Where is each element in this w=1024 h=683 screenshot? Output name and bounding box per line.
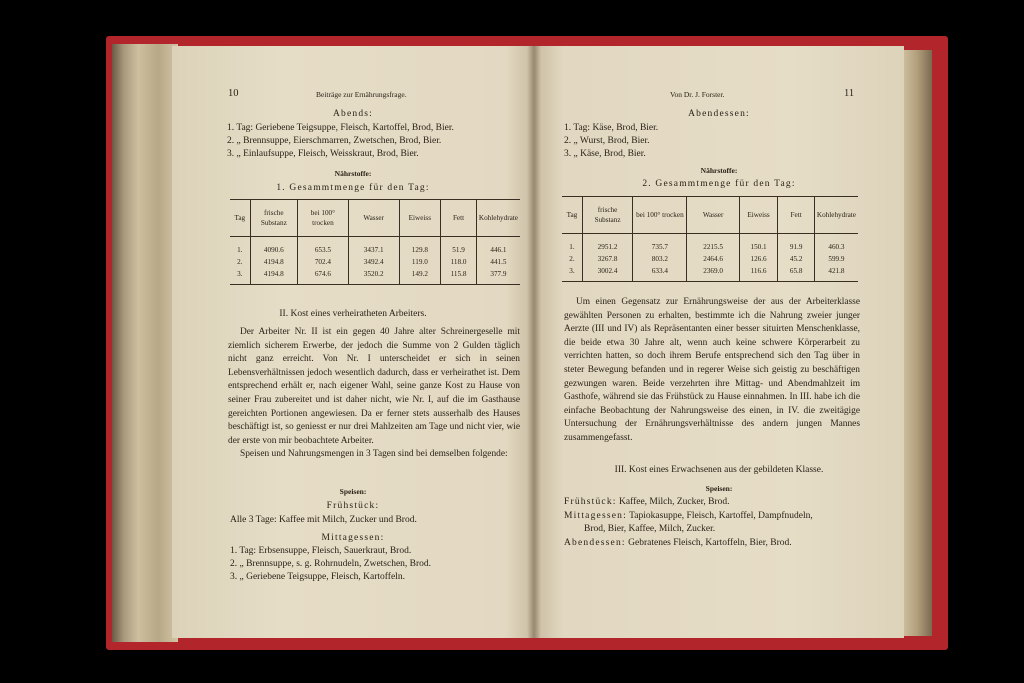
table-cell: 3. bbox=[562, 265, 582, 282]
table-cell: 441.5 bbox=[476, 256, 520, 268]
mittag-title: Mittagessen: bbox=[321, 533, 385, 543]
table-cell: 116.6 bbox=[739, 265, 778, 282]
table-cell: 633.4 bbox=[633, 265, 687, 282]
left-paragraph-2: Speisen und Nahrungsmengen in 3 Tagen sind bei demselben folgende: bbox=[240, 449, 508, 460]
meal-label: Abendessen: bbox=[564, 538, 626, 548]
table-cell: 115.8 bbox=[441, 268, 477, 285]
table-cell: 377.9 bbox=[476, 268, 520, 285]
table-header-row bbox=[562, 197, 858, 234]
meal-line-mittagessen-cont bbox=[584, 523, 715, 536]
table-cell: 149.2 bbox=[399, 268, 441, 285]
book-gutter bbox=[527, 46, 541, 638]
table-cell: 4194.8 bbox=[250, 256, 297, 268]
col-header-fett: Fett bbox=[441, 200, 477, 237]
table-cell: 51.9 bbox=[441, 237, 477, 257]
table-row bbox=[230, 237, 520, 257]
right-running-head: Von Dr. J. Forster. bbox=[670, 90, 725, 99]
abends-line-2: 2. „ Brennsuppe, Eierschmarren, Zwetschen, Brod, Bier. bbox=[227, 136, 442, 146]
table-cell: 2464.6 bbox=[687, 253, 739, 265]
col-header-frische: frische Substanz bbox=[582, 197, 632, 234]
col-header-eiweiss: Eiweiss bbox=[399, 200, 441, 237]
table-cell: 4090.6 bbox=[250, 237, 297, 257]
left-section-title: II. Kost eines verheiratheten Arbeiters. bbox=[279, 309, 427, 319]
col-header-trocken: bei 100° trocken bbox=[298, 200, 349, 237]
table-cell: 3. bbox=[230, 268, 250, 285]
meal-text: Brod, Bier, Kaffee, Milch, Zucker. bbox=[584, 524, 716, 534]
abendessen-line-1: 1. Tag: Käse, Brod, Bier. bbox=[564, 123, 659, 133]
table-cell: 2. bbox=[237, 258, 243, 266]
left-running-head: Beiträge zur Ernährungsfrage. bbox=[316, 90, 407, 99]
table-cell: 129.8 bbox=[399, 237, 441, 257]
meal-text: Kaffee, Milch, Zucker, Brod. bbox=[616, 497, 730, 507]
table-cell: 2951.2 bbox=[582, 234, 632, 254]
left-page bbox=[172, 46, 534, 638]
table-cell: 735.7 bbox=[633, 234, 687, 254]
table-cell: 653.5 bbox=[298, 237, 349, 257]
table-row bbox=[562, 265, 858, 282]
col-header-tag: Tag bbox=[230, 200, 250, 237]
meal-label: Mittagessen: bbox=[564, 511, 627, 521]
left-paragraph-1: Der Arbeiter Nr. II ist ein gegen 40 Jahre alter Schreinergeselle mit ziemlich sicherem Erwerbe, der jedoch die Summe von 2 Gulden täglich nicht ganz erreicht. Von Nr. I unterscheidet er sich in seinen Lebensverhältnissen jedoch wesentlich dadurch, dass er verheirathet ist. Dem entsprechend erhält er, nach eigener Wahl, seine ganze Kost zu Hause von seiner Frau zubereitet und ist daher nicht, wie Nr. I, auf die im Gasthause gereichten Portionen angewiesen. Da er ferner stets ausserhalb des Hauses beschäftigt ist, so geniesst er nur drei Mahlzeiten am Tage und nicht vier, wie der erste von mir beobachtete Arbeiter. bbox=[228, 327, 520, 446]
table-cell: 3002.4 bbox=[582, 265, 632, 282]
abends-line-3: 3. „ Einlaufsuppe, Fleisch, Weisskraut, Brod, Bier. bbox=[227, 149, 419, 159]
table-cell: 674.6 bbox=[298, 268, 349, 285]
abendessen-line-2: 2. „ Wurst, Brod, Bier. bbox=[564, 136, 650, 146]
left-speisen: Speisen: bbox=[339, 487, 367, 496]
col-header-frische: frische Substanz bbox=[250, 200, 297, 237]
table-cell: 3520.2 bbox=[348, 268, 399, 285]
right-section-title: III. Kost eines Erwachsenen aus der gebildeten Klasse. bbox=[614, 465, 824, 475]
right-body-text bbox=[564, 296, 860, 446]
mittag-line-3: 3. „ Geriebene Teigsuppe, Fleisch, Kartoffeln. bbox=[230, 572, 405, 582]
meal-line-fruehstueck bbox=[564, 496, 730, 509]
mittag-line-2: 2. „ Brennsuppe, s. g. Rohrnudeln, Zwetschen, Brod. bbox=[230, 559, 432, 569]
right-paragraph-1: Um einen Gegensatz zur Ernährungsweise der aus der Arbeiterklasse gewählten Personen zu erhalten, bestimmte ich die Nahrung zweier junger Aerzte (III und IV) als Repräsentanten einer besser situirten Menschenklasse, die beide etwa 30 Jahre alt, wenn auch keine schwere Körperarbeit zu verrichten hatten, so doch ihrem Berufe entsprechend sich den Tag über in steter Bewegung befanden und in regerer Weise sich geistig zu beschäftigen gezwungen waren. Beide verzehrten ihre Mittag- und Abendmahlzeit im Gasthofe, während sie das Frühstück zu Hause einnahmen. In III. habe ich die einfache Beobachtung der Nahrungsweise des einen, in IV. die zweitägige Untersuchung der Ernährungsverhältnisse des andern jungen Mannes zusammengefasst. bbox=[564, 297, 860, 443]
right-page bbox=[534, 46, 904, 638]
col-header-kohlehydrate: Kohlehydrate bbox=[476, 200, 520, 237]
table-cell: 460.3 bbox=[814, 234, 858, 254]
col-header-wasser: Wasser bbox=[687, 197, 739, 234]
table-cell: 421.8 bbox=[814, 265, 858, 282]
table-cell: 2215.5 bbox=[687, 234, 739, 254]
col-header-kohlehydrate: Kohlehydrate bbox=[814, 197, 858, 234]
table-cell: 446.1 bbox=[476, 237, 520, 257]
left-page-number: 10 bbox=[228, 88, 239, 99]
fruehstueck-title: Frühstück: bbox=[326, 501, 380, 511]
right-table-title: 2. Gesammtmenge für den Tag: bbox=[642, 179, 796, 189]
left-body-text bbox=[228, 326, 520, 462]
meal-line-abendessen bbox=[564, 537, 792, 550]
left-table-title: 1. Gesammtmenge für den Tag: bbox=[276, 183, 430, 193]
table-cell: 3437.1 bbox=[348, 237, 399, 257]
table-cell: 599.9 bbox=[814, 253, 858, 265]
table-row bbox=[230, 268, 520, 285]
table-row bbox=[562, 234, 858, 254]
table-cell: 119.0 bbox=[399, 256, 441, 268]
table-cell: 118.0 bbox=[441, 256, 477, 268]
col-header-eiweiss: Eiweiss bbox=[739, 197, 778, 234]
right-speisen: Speisen: bbox=[705, 484, 733, 493]
meal-line-mittagessen bbox=[564, 510, 813, 523]
col-header-wasser: Wasser bbox=[348, 200, 399, 237]
col-header-fett: Fett bbox=[778, 197, 814, 234]
table-cell: 65.8 bbox=[778, 265, 814, 282]
table-cell: 803.2 bbox=[633, 253, 687, 265]
abendessen-line-3: 3. „ Käse, Brod, Bier. bbox=[564, 149, 646, 159]
table-cell: 1. bbox=[237, 246, 243, 254]
right-page-number: 11 bbox=[844, 88, 855, 99]
meal-label: Frühstück: bbox=[564, 497, 617, 507]
col-header-trocken: bei 100° trocken bbox=[633, 197, 687, 234]
fruehstueck-line: Alle 3 Tage: Kaffee mit Milch, Zucker und Brod. bbox=[230, 515, 417, 525]
mittag-line-1: 1. Tag: Erbsensuppe, Fleisch, Sauerkraut, Brod. bbox=[230, 546, 412, 556]
table-row bbox=[562, 253, 858, 265]
table-row bbox=[230, 256, 520, 268]
meal-text: Tapiokasuppe, Fleisch, Kartoffel, Dampfnudeln, bbox=[626, 511, 813, 521]
table-cell: 91.9 bbox=[778, 234, 814, 254]
table-cell: 702.4 bbox=[298, 256, 349, 268]
table-cell: 1. bbox=[569, 243, 575, 251]
table-cell: 4194.8 bbox=[250, 268, 297, 285]
page-stack-right bbox=[902, 50, 932, 636]
abends-title: Abends: bbox=[332, 109, 374, 119]
left-naehrstoffe: Nährstoffe: bbox=[334, 169, 372, 178]
table-cell: 3267.8 bbox=[582, 253, 632, 265]
abends-line-1: 1. Tag: Geriebene Teigsuppe, Fleisch, Kartoffel, Brod, Bier. bbox=[227, 123, 454, 133]
col-header-tag: Tag bbox=[562, 197, 582, 234]
table-header-row bbox=[230, 200, 520, 237]
abendessen-title: Abendessen: bbox=[688, 109, 750, 119]
table-cell: 2. bbox=[569, 255, 575, 263]
table-cell: 2369.0 bbox=[687, 265, 739, 282]
left-nutrient-table bbox=[230, 199, 520, 285]
right-nutrient-table bbox=[562, 196, 858, 282]
table-cell: 45.2 bbox=[778, 253, 814, 265]
page-stack-left bbox=[112, 44, 178, 642]
table-cell: 126.6 bbox=[739, 253, 778, 265]
table-cell: 3492.4 bbox=[348, 256, 399, 268]
table-cell: 150.1 bbox=[739, 234, 778, 254]
right-naehrstoffe: Nährstoffe: bbox=[700, 166, 738, 175]
meal-text: Gebratenes Fleisch, Kartoffeln, Bier, Brod. bbox=[625, 538, 792, 548]
